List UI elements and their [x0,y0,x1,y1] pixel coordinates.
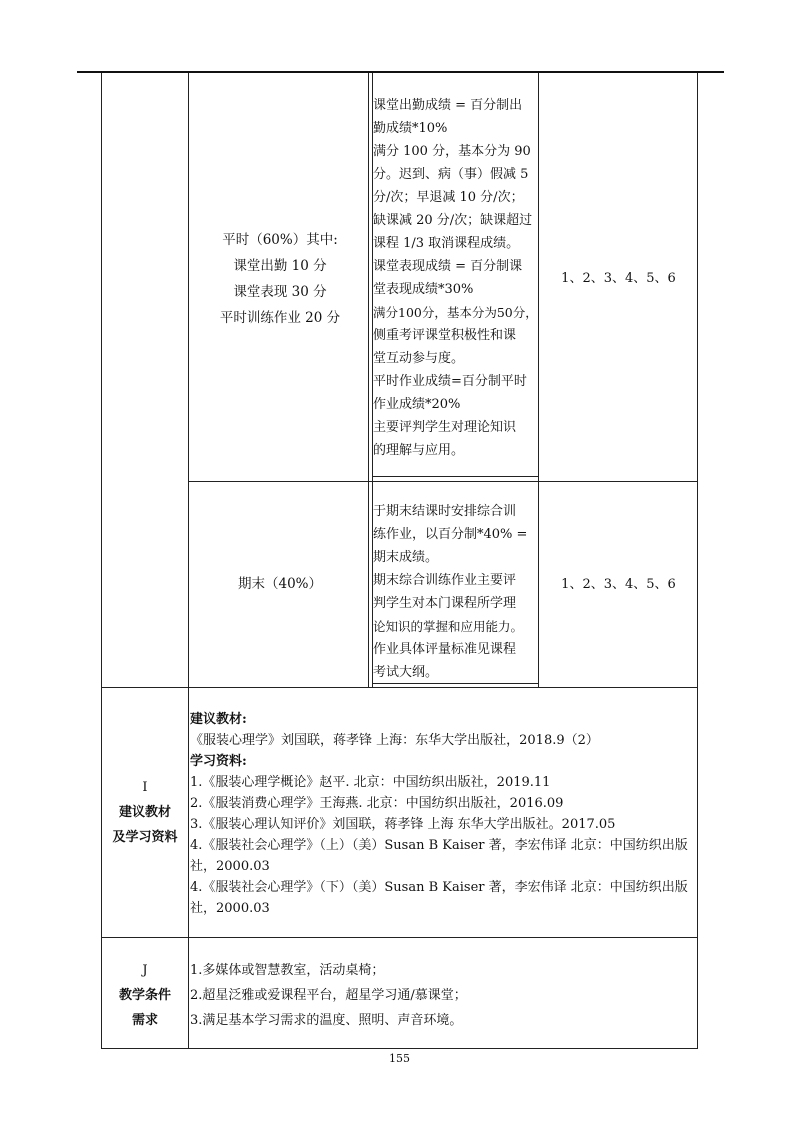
criteria-line: 课程 1/3 取消课程成绩。 [373,236,520,251]
row-divider [372,476,538,477]
criteria-line: 平时作业成绩=百分制平时 [373,374,527,389]
teaching-requirements [190,958,696,1033]
section-letter: I [142,780,148,795]
material-entry: 4.《服装社会心理学》（下）（美）Susan B Kaiser 著，李宏伟译 北京：中国纺织出版社，2000.03 [190,880,688,916]
criteria-line: 堂表现成绩*30% [373,282,474,297]
criteria-line: 分。迟到、病（事）假减 5 [373,167,529,182]
criteria-line: 勤成绩*10% [373,121,448,136]
grading-criteria-usual [373,94,543,462]
table-border-left [101,73,102,1049]
criteria-line: 论知识的掌握和应用能力。 [373,619,524,634]
criteria-line: 判学生对本门课程所学理 [373,596,517,611]
criteria-line: 主要评判学生对理论知识 [373,420,517,435]
criteria-line: 课堂出勤成绩 = 百分制出 [373,98,523,113]
material-entry: 3.《服装心理认知评价》刘国联，蒋孝锋 上海 东华大学出版社。2017.05 [190,817,616,832]
criteria-line: 于期末结课时安排综合训 [373,504,517,519]
criteria-line: 缺课减 20 分/次；缺课超过 [373,213,533,228]
course-objectives-final: 1、2、3、4、5、6 [561,577,676,592]
category-line: 平时（60%）其中: [222,232,338,248]
grading-criteria-final [373,500,543,684]
textbook-heading: 建议教材: [190,712,247,727]
row-divider [188,481,697,482]
category-line: 平时训练作业 20 分 [219,310,341,326]
section-title-line: 建议教材 [118,805,171,820]
criteria-line: 满分100分，基本分为50分， [373,305,538,320]
category-line: 课堂出勤 10 分 [233,258,327,274]
category-line: 课堂表现 30 分 [233,284,327,300]
requirement-item: 2.超星泛雅或爱课程平台，超星学习通/慕课堂； [190,988,467,1003]
section-title-line: 及学习资料 [112,830,178,845]
criteria-line: 练作业，以百分制*40% = [373,527,528,542]
requirement-item: 1.多媒体或智慧教室，活动桌椅； [190,963,385,978]
material-entry: 4.《服装社会心理学》（上）（美）Susan B Kaiser 著，李宏伟译 北京：中国纺织出版社，2000.03 [190,838,688,874]
row-divider [101,687,697,688]
section-j-label [102,958,188,1033]
section-letter: J [142,963,148,978]
table-border-right [697,73,698,1049]
criteria-line: 作业具体评量标准见课程 [373,642,517,657]
criteria-line: 堂互动参与度。 [373,351,465,366]
textbook-entry: 《服装心理学》刘国联，蒋孝锋 上海：东华大学出版社，2018.9（2） [190,733,599,748]
textbooks-and-materials [190,709,696,919]
criteria-line: 期末综合训练作业主要评 [373,573,517,588]
criteria-line: 期末成绩。 [373,550,439,565]
criteria-line: 作业成绩*20% [373,397,461,412]
page-number: 155 [389,1052,410,1065]
grading-category-final: 期末（40%） [237,576,322,592]
criteria-line: 侧重考评课堂积极性和课 [373,328,517,343]
material-entry: 2.《服装消费心理学》王海燕. 北京：中国纺织出版社，2016.09 [190,796,564,811]
requirement-item: 3.满足基本学习需求的温度、照明、声音环境。 [190,1013,463,1028]
course-objectives-usual: 1、2、3、4、5、6 [561,271,676,286]
materials-heading: 学习资料: [190,754,247,769]
criteria-line: 分/次；早退减 10 分/次； [373,190,524,205]
section-title-line: 教学条件 [118,988,171,1003]
material-entry: 1.《服装心理学概论》赵平. 北京：中国纺织出版社，2019.11 [190,775,551,790]
criteria-line: 满分 100 分，基本分为 90 [373,144,531,159]
section-i-label [102,775,188,850]
grading-category-usual [190,227,370,331]
row-divider [101,937,697,938]
column-divider [188,73,189,1049]
table-border-bottom [101,1048,697,1049]
criteria-line: 考试大纲。 [373,665,439,680]
section-title-line: 需求 [131,1013,158,1028]
criteria-line: 课堂表现成绩 = 百分制课 [373,259,523,274]
criteria-line: 的理解与应用。 [373,443,465,458]
